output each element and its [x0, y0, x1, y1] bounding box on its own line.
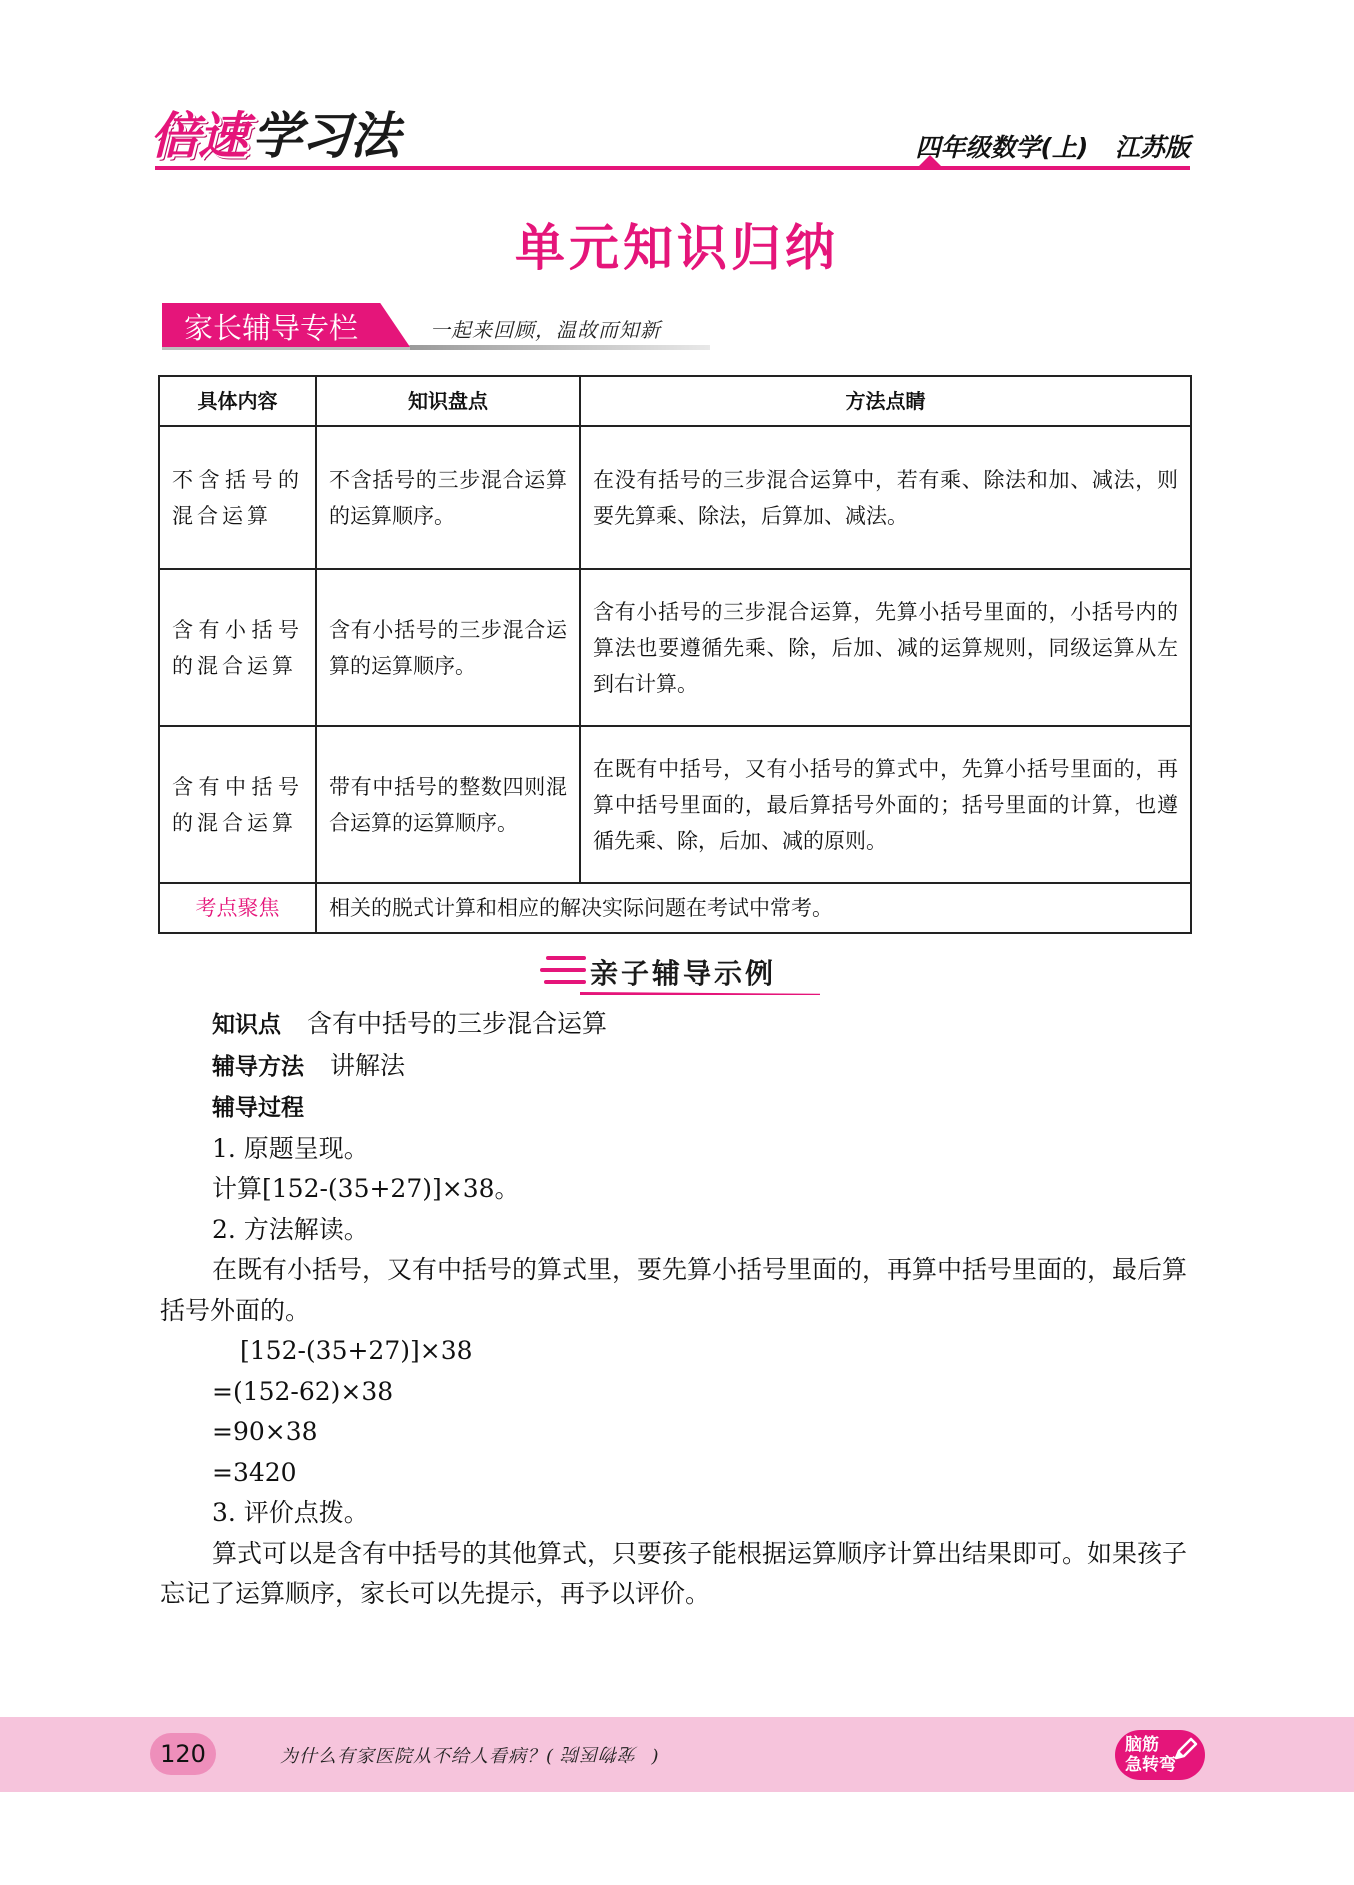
method-value: 讲解法 — [330, 1050, 406, 1080]
table-cell-method: 在没有括号的三步混合运算中，若有乘、除法和加、减法，则要先算乘、除法，后算加、减法。 — [580, 426, 1191, 569]
column-tab-label: 家长辅导专栏 — [184, 311, 359, 345]
example-section-header — [540, 950, 810, 1000]
table-cell-method: 含有小括号的三步混合运算，先算小括号里面的，小括号内的算法也要遵循先乘、除，后加、减的运算规则，同级运算从左到右计算。 — [580, 569, 1191, 726]
header-notch — [918, 155, 942, 167]
step-1: 1. 原题呈现。 — [212, 1133, 369, 1163]
badge-line-2: 急转弯 — [1125, 1755, 1176, 1775]
table-header-row — [159, 376, 1191, 426]
example-section-underline — [580, 992, 820, 995]
riddle — [280, 1742, 660, 1768]
focus-label: 考点聚焦 — [159, 883, 316, 933]
knowledge-point-value: 含有中括号的三步混合运算 — [307, 1009, 608, 1038]
swoosh-decoration — [546, 956, 586, 960]
riddle-answer: 宠物医院 — [562, 1743, 639, 1764]
focus-text: 相关的脱式计算和相应的解决实际问题在考试中常考。 — [316, 883, 1191, 933]
step-3: 3. 评价点拨。 — [212, 1498, 369, 1527]
table-row — [159, 726, 1191, 883]
knowledge-point-line — [160, 1004, 1194, 1046]
table-cell-method: 在既有中括号，又有小括号的算式中，先算小括号里面的，再算中括号里面的，最后算括号外面的；括号里面的计算，也遵循先乘、除，后加、减的原则。 — [580, 726, 1191, 883]
table-header-cell: 方法点睛 — [580, 376, 1191, 426]
process-label: 辅导过程 — [212, 1095, 304, 1121]
table-cell-knowledge: 带有中括号的整数四则混合运算的运算顺序。 — [316, 726, 580, 883]
column-tab-shadow — [410, 345, 710, 350]
swoosh-decoration — [540, 968, 586, 972]
book-title: 四年级数学(上) 江苏版 — [915, 133, 1190, 162]
calc-line: =90×38 — [212, 1417, 318, 1446]
page-title: 单元知识归纳 — [515, 219, 839, 277]
knowledge-table — [158, 375, 1192, 934]
step-2: 2. 方法解读。 — [212, 1214, 369, 1244]
brand-logo-part2: 学习法 — [252, 107, 399, 165]
table-header-cell: 知识盘点 — [316, 376, 580, 426]
example-section-title: 亲子辅导示例 — [590, 957, 777, 990]
riddle-question: 为什么有家医院从不给人看病？( — [280, 1746, 555, 1767]
calc-line: [152-(35+27)]×38 — [240, 1336, 473, 1365]
method-label: 辅导方法 — [212, 1053, 304, 1080]
table-cell-content: 不含括号的混合运算 — [159, 426, 316, 569]
brand-logo-part1: 倍速 — [150, 107, 246, 165]
page-number: 120 — [150, 1733, 216, 1775]
header-rule — [155, 166, 1190, 170]
example-body — [160, 1004, 1194, 1615]
table-cell-knowledge: 不含括号的三步混合运算的运算顺序。 — [316, 426, 580, 569]
brand-logo — [150, 98, 399, 168]
calc-line: =3420 — [212, 1457, 297, 1487]
riddle-close: ) — [651, 1746, 660, 1767]
badge-line-1: 脑筋 — [1125, 1735, 1159, 1755]
pencil-icon — [1170, 1736, 1200, 1762]
table-row-focus — [159, 883, 1191, 933]
column-subtitle: 一起来回顾，温故而知新 — [430, 318, 661, 342]
comment-text: 算式可以是含有中括号的其他算式，只要孩子能根据运算顺序计算出结果即可。如果孩子忘记了运算顺序，家长可以先提示，再予以评价。 — [160, 1538, 1188, 1608]
table-cell-knowledge: 含有小括号的三步混合运算的运算顺序。 — [316, 569, 580, 726]
table-header-cell: 具体内容 — [159, 376, 316, 426]
table-cell-content: 含有小括号的混合运算 — [159, 569, 316, 726]
swoosh-decoration — [544, 980, 586, 984]
table-row — [159, 426, 1191, 569]
knowledge-point-label: 知识点 — [212, 1012, 281, 1038]
problem-text: 计算[152-(35+27)]×38。 — [212, 1174, 520, 1203]
table-cell-content: 含有中括号的混合运算 — [159, 726, 316, 883]
table-row — [159, 569, 1191, 726]
method-line — [160, 1046, 1194, 1088]
explanation-text: 在既有小括号，又有中括号的算式里，要先算小括号里面的，再算中括号里面的，最后算括号外面的。 — [160, 1255, 1188, 1325]
calc-line: =(152-62)×38 — [212, 1376, 394, 1406]
process-line — [160, 1087, 1194, 1129]
